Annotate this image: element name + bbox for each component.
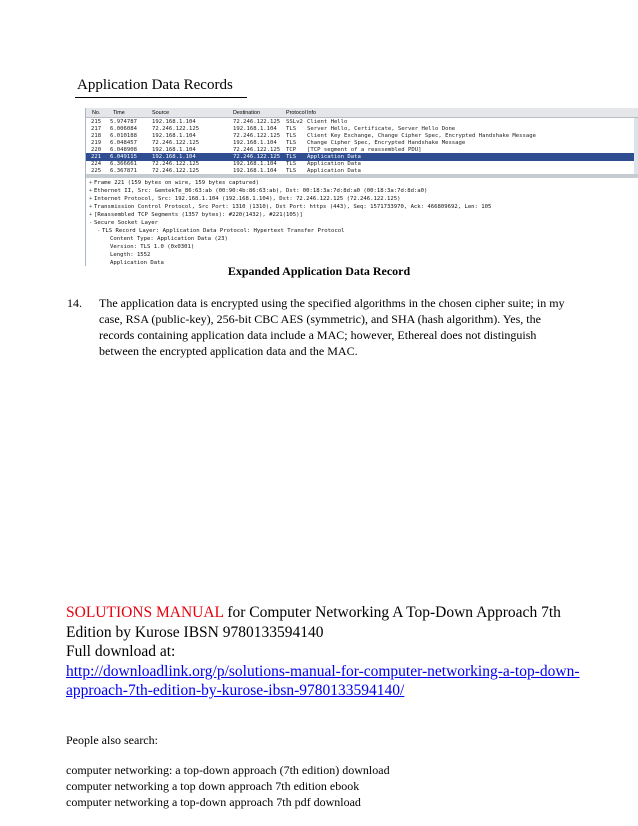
detail-text: Version: TLS 1.0 (0x0301)	[110, 244, 195, 250]
packet-time: 6.049115	[110, 154, 137, 160]
packet-info: Application Data	[307, 168, 361, 174]
detail-text: Internet Protocol, Src: 192.168.1.104 (192.168.1.104), Dst: 72.246.122.125 (72.246.122.125)	[94, 196, 401, 202]
solutions-title	[66, 603, 586, 642]
packet-no: 220	[91, 147, 102, 153]
detail-text: Frame 221 (159 bytes on wire, 159 bytes captured)	[94, 180, 260, 186]
packet-time: 6.366661	[110, 161, 137, 167]
wireshark-capture-screenshot	[85, 108, 638, 266]
pane-divider	[86, 174, 638, 178]
packet-no: 217	[91, 126, 102, 132]
download-label: Full download at:	[66, 643, 176, 660]
packet-proto: TLS	[286, 140, 297, 146]
packet-src: 192.168.1.104	[152, 154, 196, 160]
packet-proto: TLS	[286, 126, 297, 132]
packet-info: Change Cipher Spec, Encrypted Handshake Message	[307, 140, 466, 146]
packet-no: 224	[91, 161, 102, 167]
packet-time: 6.048908	[110, 147, 137, 153]
detail-row[interactable]	[105, 235, 228, 243]
detail-text: Ethernet II, Src: GemtekTe_86:63:ab (00:90:4b:86:63:ab), Dst: 00:18:3a:7d:8d:a0 (00:18:3a:7d:8d:a0)	[94, 188, 428, 194]
packet-src: 192.168.1.104	[152, 119, 196, 125]
packet-time: 6.006084	[110, 126, 137, 132]
download-link[interactable]: http://downloadlink.org/p/solutions-manual-for-computer-networking-a-top-down-approach-7th-edition-by-kurose-ibsn-9780133594140/	[66, 662, 580, 699]
packet-dst: 72.246.122.125	[233, 133, 281, 139]
detail-text: Content Type: Application Data (23)	[110, 236, 228, 242]
packet-info: Server Hello, Certificate, Server Hello Done	[307, 126, 456, 132]
detail-row[interactable]	[89, 195, 400, 203]
detail-text: Length: 1552	[110, 252, 151, 258]
packet-proto: TCP	[286, 147, 297, 153]
packet-src: 72.246.122.125	[152, 168, 200, 174]
packet-info: Application Data	[307, 154, 361, 160]
packet-proto: TLS	[286, 133, 297, 139]
figure-caption: Expanded Application Data Record	[227, 264, 411, 278]
expand-icon[interactable]: +	[89, 212, 93, 218]
packet-info: Client Hello	[307, 119, 348, 125]
detail-row[interactable]	[105, 251, 150, 259]
packet-no: 218	[91, 133, 102, 139]
packet-src: 192.168.1.104	[152, 133, 196, 139]
detail-row[interactable]	[89, 187, 427, 195]
section-heading: Application Data Records	[77, 77, 233, 93]
detail-row[interactable]	[89, 211, 303, 219]
column-info: Info	[307, 110, 316, 116]
collapse-icon[interactable]: -	[97, 228, 101, 234]
expand-icon[interactable]: +	[89, 180, 93, 186]
packet-proto: SSLv2	[286, 119, 303, 125]
packet-no: 215	[91, 119, 102, 125]
packet-src: 72.246.122.125	[152, 126, 200, 132]
related-searches	[66, 762, 390, 810]
packet-src: 192.168.1.104	[152, 147, 196, 153]
column-no: No.	[92, 110, 101, 116]
related-search-item[interactable]: computer networking a top down approach 7th edition ebook	[66, 779, 360, 793]
related-search-item[interactable]: computer networking: a top-down approach (7th edition) download	[66, 763, 390, 777]
packet-dst: 72.246.122.125	[233, 147, 281, 153]
detail-row[interactable]	[89, 179, 259, 187]
packet-dst: 192.168.1.104	[233, 161, 277, 167]
detail-text: [Reassembled TCP Segments (1357 bytes): #220(1432), #221(105)]	[94, 212, 303, 218]
packet-proto: TLS	[286, 161, 297, 167]
packet-dst: 192.168.1.104	[233, 168, 277, 174]
packet-time: 6.048457	[110, 140, 137, 146]
detail-text: Transmission Control Protocol, Src Port: 1310 (1310), Dst Port: https (443), Seq: 1571733970, Ack: 466809692, Len: 105	[94, 204, 492, 210]
detail-row[interactable]	[97, 227, 344, 235]
packet-time: 5.974787	[110, 119, 137, 125]
packet-time: 6.010188	[110, 133, 137, 139]
expand-icon[interactable]: +	[89, 196, 93, 202]
packet-proto: TLS	[286, 154, 297, 160]
collapse-icon[interactable]: -	[89, 220, 93, 226]
detail-row[interactable]	[105, 243, 194, 251]
packet-info: Client Key Exchange, Change Cipher Spec, Encrypted Handshake Message	[307, 133, 537, 139]
column-time: Time	[113, 110, 125, 116]
packet-details-pane	[86, 179, 638, 266]
packet-src: 72.246.122.125	[152, 140, 200, 146]
expand-icon[interactable]: +	[89, 204, 93, 210]
detail-text: Application Data	[110, 260, 164, 266]
packet-info: [TCP segment of a reassembled PDU]	[307, 147, 422, 153]
packet-dst: 192.168.1.104	[233, 126, 277, 132]
people-also-search-label: People also search:	[66, 733, 158, 747]
packet-no: 219	[91, 140, 102, 146]
solutions-block	[66, 603, 586, 701]
item-number: 14.	[67, 296, 82, 310]
solutions-title-rest: for Computer Networking A Top-Down Approach 7th Edition by Kurose IBSN 9780133594140	[66, 604, 561, 641]
packet-list	[86, 118, 638, 174]
packet-no: 221	[91, 154, 102, 160]
solutions-highlight: SOLUTIONS MANUAL	[66, 604, 224, 621]
packet-dst: 72.246.122.125	[233, 119, 281, 125]
packet-dst: 192.168.1.104	[233, 140, 277, 146]
column-source: Source	[152, 110, 170, 116]
heading-underline	[75, 97, 247, 98]
packet-src: 72.246.122.125	[152, 161, 200, 167]
related-search-item[interactable]: computer networking a top-down approach 7th pdf download	[66, 795, 361, 809]
item-text: The application data is encrypted using the specified algorithms in the chosen cipher suite; in my case, RSA (public-key), 256-bit CBC AES (symmetric), and SHA (hash algorithm). Yes, the records containing application data include a MAC; however, Ethereal does not distinguish between the encrypted application data and the MAC.	[99, 296, 565, 358]
packet-time: 6.367871	[110, 168, 137, 174]
packet-no: 225	[91, 168, 102, 174]
packet-dst: 72.246.122.125	[233, 154, 281, 160]
packet-proto: TLS	[286, 168, 297, 174]
packet-info: Application Data	[307, 161, 361, 167]
packet-list-scrollbar	[634, 118, 638, 174]
detail-text: Secure Socket Layer	[94, 220, 158, 226]
detail-row[interactable]	[89, 203, 491, 211]
detail-text: TLS Record Layer: Application Data Protocol: Hypertext Transfer Protocol	[102, 228, 345, 234]
column-protocol: Protocol	[286, 110, 306, 116]
packet-list-header	[86, 108, 638, 118]
detail-row[interactable]	[89, 219, 158, 227]
expand-icon[interactable]: +	[89, 188, 93, 194]
column-destination: Destination	[233, 110, 260, 116]
